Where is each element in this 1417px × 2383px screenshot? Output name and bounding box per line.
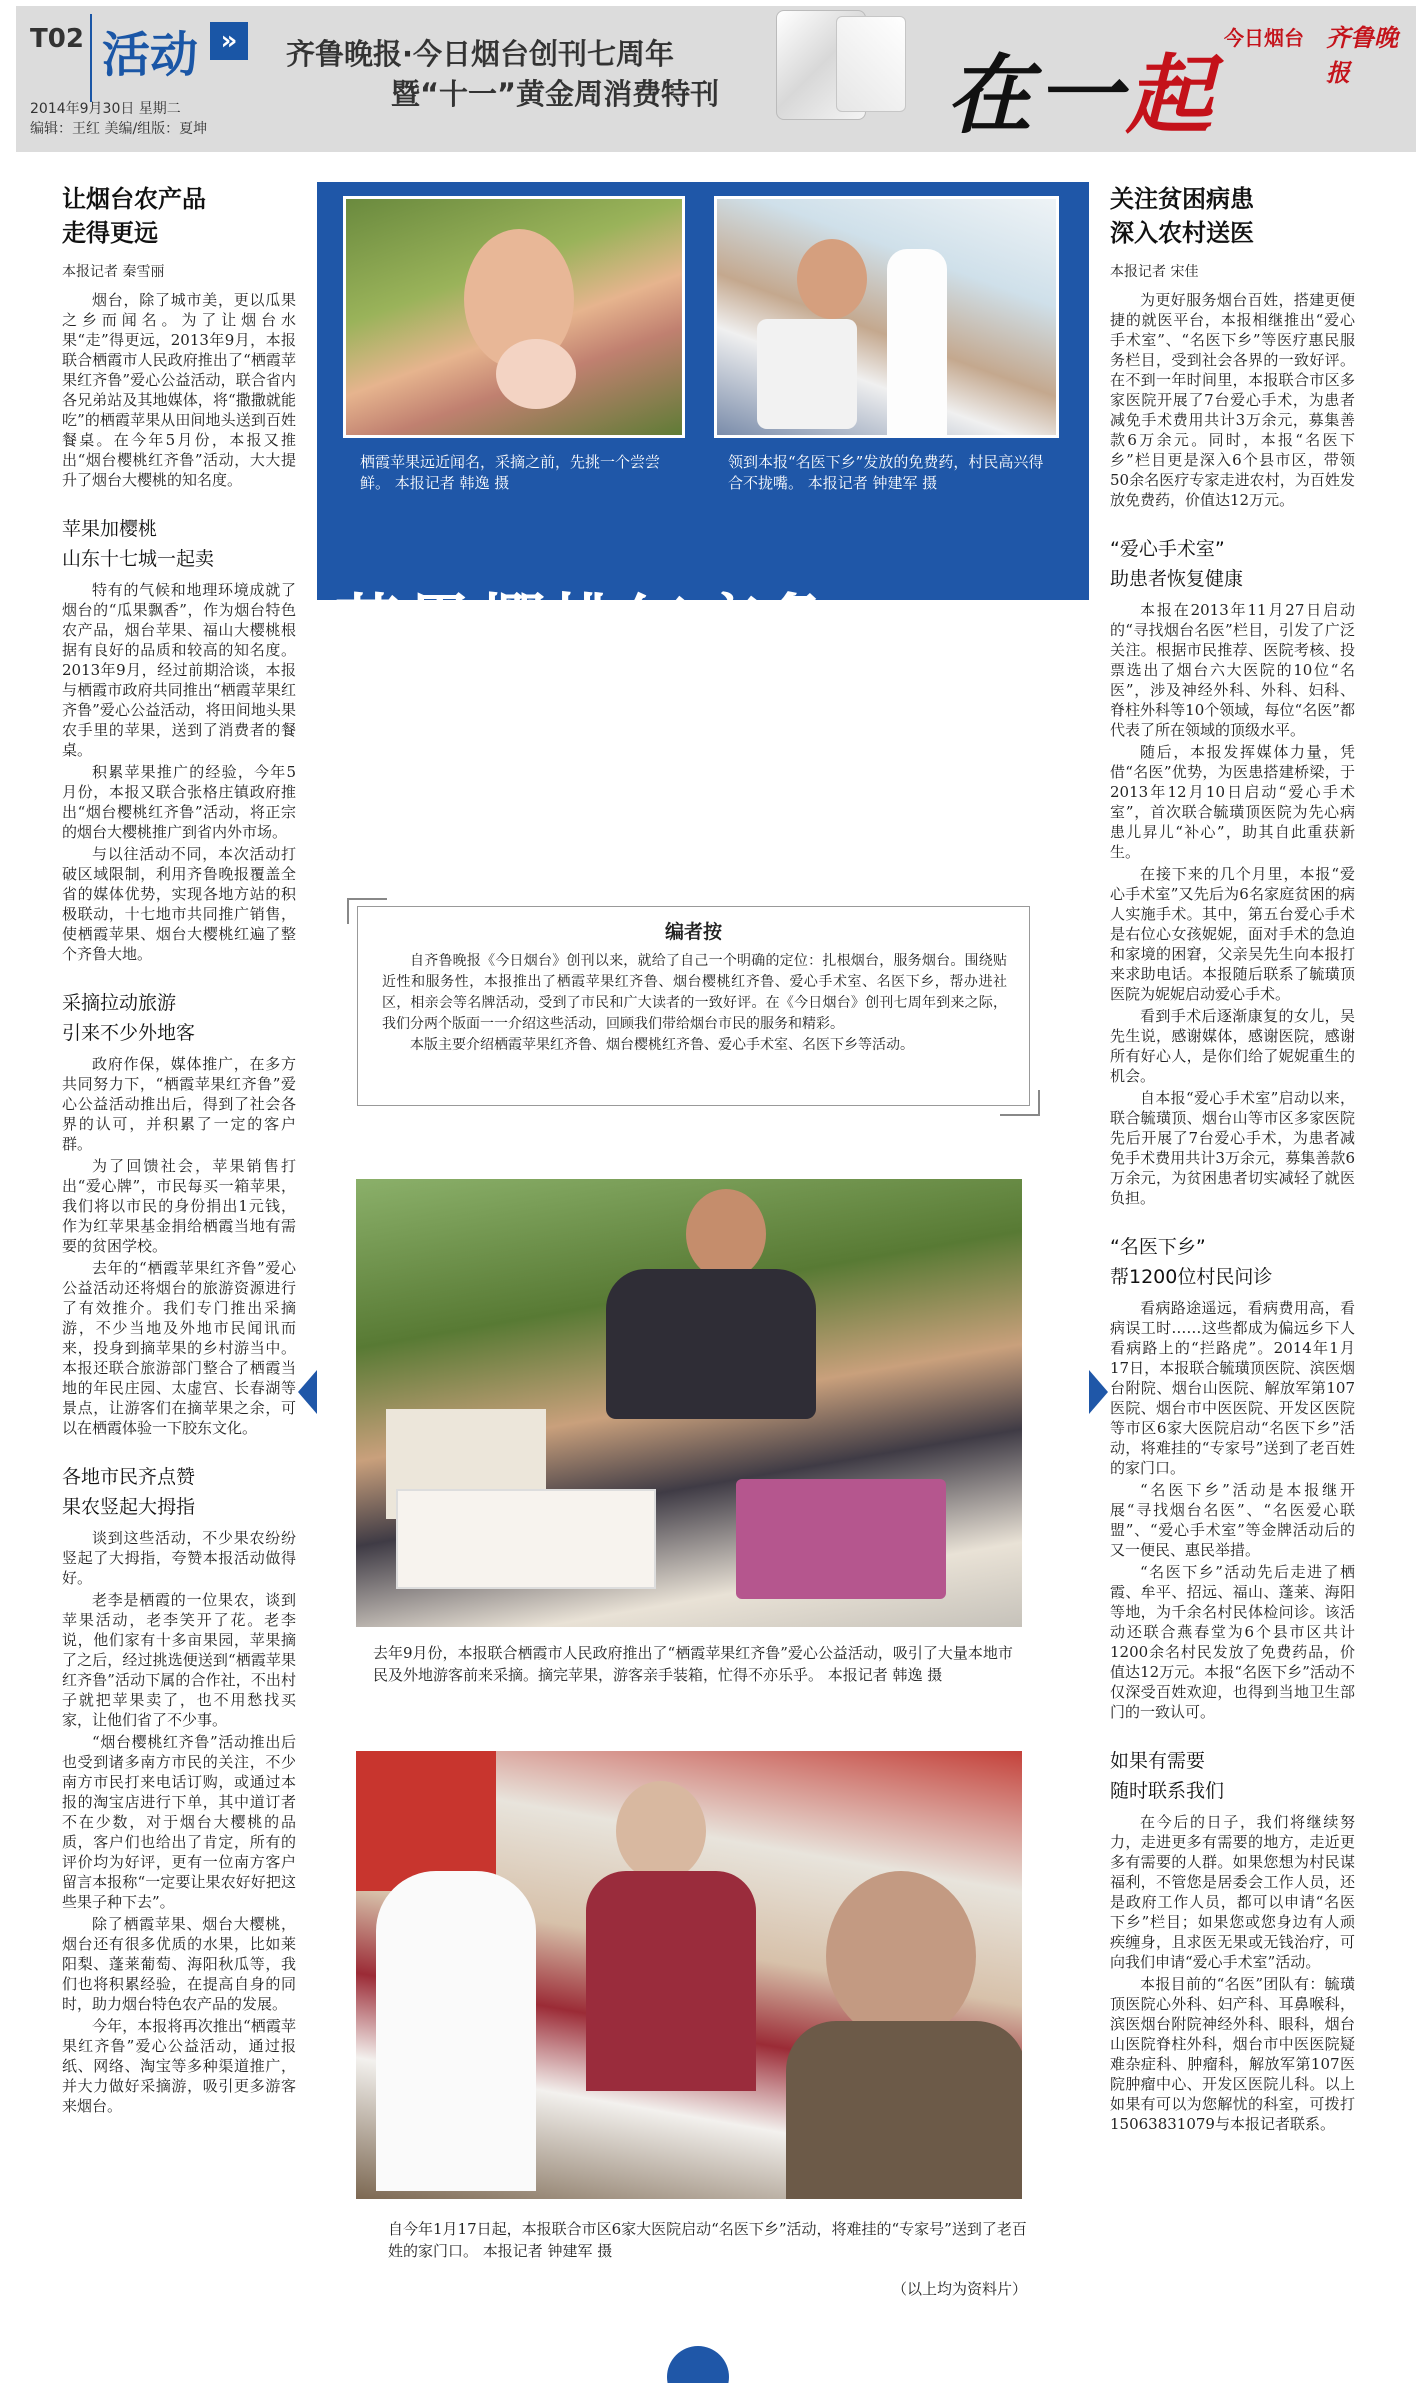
article-title: 走得更远 <box>62 219 158 247</box>
editors-note-body <box>382 951 1007 1056</box>
paragraph: 除了栖霞苹果、烟台大樱桃，烟台还有很多优质的水果，比如莱阳梨、蓬莱葡萄、海阳秋瓜等，我们也将积累经验，在提高自身的同时，助力烟台特色农产品的发展。 <box>62 1915 296 2013</box>
section-divider <box>90 14 92 102</box>
section-heading: 采摘拉动旅游 <box>62 992 177 1014</box>
paragraph: 随后，本报发挥媒体力量，凭借“名医”优势，为医患搭建桥梁，于2013年12月10日启动“爱心手术室”，首次联合毓璜顶医院为先心病患儿昇儿“补心”，助其自此重获新生。 <box>1110 743 1355 861</box>
editors-note-box <box>357 906 1030 1106</box>
header-headline-1: 齐鲁晚报·今日烟台创刊七周年 <box>286 37 675 71</box>
page-number: T02 <box>30 24 84 54</box>
paragraph: 自本报“爱心手术室”启动以来，联合毓璜顶、烟台山等市区多家医院先后开展了7台爱心手术，为患者减免手术费用共计3万余元，募集善款6万余元，为贫困患者切实减轻了就医负担。 <box>1110 1089 1355 1207</box>
paragraph: 与以往活动不同，本次活动打破区域限制，利用齐鲁晚报覆盖全省的媒体优势，实现各地方站的积极联动，十七地市共同推广销售，使栖霞苹果、烟台大樱桃红遍了整个齐鲁大地。 <box>62 845 296 963</box>
paragraph: 本报目前的“名医”团队有：毓璜顶医院心外科、妇产科、耳鼻喉科，滨医烟台附院神经外科、眼科，烟台山医院脊柱外科，烟台市中医医院疑难杂症科、肿瘤科，解放军第107医院肿瘤中心、开发区医院儿科。以上如果有可以为您解忧的科室，可拨打15063831079与本报记者联系。 <box>1110 1975 1355 2133</box>
section-subheading: 引来不少外地客 <box>62 1022 196 1044</box>
section-subheading: 帮1200位村民问诊 <box>1110 1266 1273 1288</box>
section-label: 活动 <box>102 27 199 83</box>
paragraph: 今年，本报将再次推出“栖霞苹果红齐鲁”爱心公益活动，通过报纸、网络、淘宝等多种渠道推广，并大力做好采摘游，吸引更多游客来烟台。 <box>62 2017 296 2115</box>
section-subheading: 助患者恢复健康 <box>1110 568 1244 590</box>
paragraph: “烟台樱桃红齐鲁”活动推出后也受到诸多南方市民的关注，不少南方市民打来电话订购，或通过本报的淘宝店进行下单，其中道订者不在少数，对于烟台大樱桃的品质，客户们也给出了肯定，所有的评价均为好评，更有一位南方客户留言本报称“一定要让果农好好把这些果子种下去”。 <box>62 1733 296 1911</box>
brand-qilu-logo: 齐鲁晚报 <box>1326 23 1398 87</box>
byline: 本报记者 秦雪丽 <box>62 264 165 280</box>
main-headline-line-1: 苹果樱桃红齐鲁 <box>335 587 839 664</box>
photo-source-note: （以上均为资料片） <box>892 2280 1028 2298</box>
paragraph: 去年的“栖霞苹果红齐鲁”爱心公益活动还将烟台的旅游资源进行了有效推介。我们专门推出采摘游，不少当地及外地市民闻讯而来，投身到摘苹果的乡村游当中。本报还联合旅游部门整合了栖霞当地的年民庄园、太虚宫、长春湖等景点，让游客们在摘苹果之余，可以在栖霞体验一下胶东文化。 <box>62 1259 296 1437</box>
article-title: 关注贫困病患 <box>1110 185 1254 213</box>
paragraph: 在接下来的几个月里，本报“爱心手术室”又先后为6名家庭贫困的病人实施手术。其中，第五台爱心手术是右位心女孩妮妮，面对手术的急迫和家境的困窘，父亲吴先生向本报打来求助电话。本报随后联系了毓璜顶医院为妮妮启动爱心手术。 <box>1110 865 1355 1003</box>
masthead-part-2: 起 <box>1126 45 1216 146</box>
paragraph: 自齐鲁晚报《今日烟台》创刊以来，就给了自己一个明确的定位：扎根烟台，服务烟台。围绕贴近性和服务性，本报推出了栖霞苹果红齐鲁、烟台樱桃红齐鲁、爱心手术室、名医下乡，帮办进社区，相亲会等名牌活动，受到了市民和广大读者的一致好评。在《今日烟台》创刊七周年到来之际，我们分两个版面一一介绍这些活动，回顾我们带给烟台市民的服务和精彩。 <box>382 953 1007 1032</box>
paragraph: 烟台，除了城市美，更以瓜果之乡而闻名。为了让烟台水果“走”得更远，2013年9月，本报联合栖霞市人民政府推出了“栖霞苹果红齐鲁”爱心公益活动，联合省内各兄弟站及其地媒体，将“撒撒就能吃”的栖霞苹果从田间地头送到百姓餐桌。在今年5月份，本报又推出“烟台樱桃红齐鲁”活动，大大提升了烟台大樱桃的知名度。 <box>62 291 296 489</box>
photo-doctors-in-village <box>353 1748 1025 2202</box>
paragraph: 老李是栖霞的一位果农，谈到苹果活动，老李笑开了花。老李说，他们家有十多亩果园，苹果摘了之后，经过挑选便送到“栖霞苹果红齐鲁”活动下属的合作社，不出村子就把苹果卖了，也不用愁找买家，让他们省了不少事。 <box>62 1591 296 1729</box>
photo-apple-picking <box>353 1176 1025 1630</box>
left-column <box>62 182 296 2118</box>
paragraph: 为了回馈社会，苹果销售打出“爱心牌”，市民每买一箱苹果，我们将以市民的身份捐出1元钱，作为红苹果基金捐给栖霞当地有需要的贫困学校。 <box>62 1157 296 1255</box>
paragraph: 为更好服务烟台百姓，搭建更便捷的就医平台，本报相继推出“爱心手术室”、“名医下乡”等医疗惠民服务栏目，受到社会各界的一致好评。在不到一年时间里，本报联合市区多家医院开展了7台爱心手术，为患者减免手术费用共计3万余元，募集善款6万余元。同时，本报“名医下乡”栏目更是深入6个县市区，带领50余名医疗专家走进农村，为百姓发放免费药，价值达12万元。 <box>1110 291 1355 509</box>
paragraph: 政府作保，媒体推广，在多方共同努力下，“栖霞苹果红齐鲁”爱心公益活动推出后，得到了社会各界的认可，并积累了一定的客户群。 <box>62 1055 296 1153</box>
paragraph: “名医下乡”活动是本报继开展“寻找烟台名医”、“名医爱心联盟”、“爱心手术室”等金牌活动后的又一便民、惠民举措。 <box>1110 1481 1355 1559</box>
brand-today-yantai: 今日烟台 <box>1224 26 1304 50</box>
byline: 本报记者 宋佳 <box>1110 264 1199 280</box>
section-arrow-icon: » <box>210 22 248 60</box>
article-title: 深入农村送医 <box>1110 219 1254 247</box>
issue-date: 2014年9月30日 星期二 <box>30 101 181 117</box>
right-column <box>1110 182 1355 2136</box>
section-subheading: 山东十七城一起卖 <box>62 548 215 570</box>
paragraph: 本版主要介绍栖霞苹果红齐鲁、烟台樱桃红齐鲁、爱心手术室、名医下乡等活动。 <box>410 1037 914 1053</box>
photo-apple-tasting <box>343 196 685 438</box>
photo-caption: 去年9月份，本报联合栖霞市人民政府推出了“栖霞苹果红齐鲁”爱心公益活动，吸引了大量本地市民及外地游客前来采摘。摘完苹果，游客亲手装箱，忙得不亦乐乎。 本报记者 韩逸 摄 <box>373 1644 1013 1684</box>
section-heading: 如果有需要 <box>1110 1750 1206 1772</box>
paragraph: “名医下乡”活动先后走进了栖霞、牟平、招远、福山、蓬莱、海阳等地，为千余名村民体检问诊。该活动还联合燕春堂为6个县市区共计1200余名村民发放了免费药品，价值达12万元。本报“名医下乡”活动不仅深受百姓欢迎，也得到当地卫生部门的一致认可。 <box>1110 1563 1355 1721</box>
paragraph: 谈到这些活动，不少果农纷纷竖起了大拇指，夸赞本报活动做得好。 <box>62 1529 296 1587</box>
section-subheading: 随时联系我们 <box>1110 1780 1225 1802</box>
newspaper-decoration-image-2 <box>836 16 906 112</box>
photo-caption: 领到本报“名医下乡”发放的免费药，村民高兴得合不拢嘴。 本报记者 钟建军 摄 <box>728 453 1044 492</box>
section-subheading: 果农竖起大拇指 <box>62 1496 196 1518</box>
paragraph: 本报在2013年11月27日启动的“寻找烟台名医”栏目，引发了广泛关注。根据市民推荐、医院考核、投票选出了烟台六大医院的10位“名医”，涉及神经外科、外科、妇科、脊柱外科等10个领域，每位“名医”都代表了所在领域的顶级水平。 <box>1110 601 1355 739</box>
section-heading: 各地市民齐点赞 <box>62 1466 196 1488</box>
section-heading: 苹果加樱桃 <box>62 518 158 540</box>
editors-note-title: 编者按 <box>664 921 722 943</box>
header-headline-2: 暨“十一”黄金周消费特刊 <box>391 77 720 111</box>
page-header <box>16 6 1416 152</box>
section-heading: “爱心手术室” <box>1110 538 1225 560</box>
paragraph: 看病路途遥远，看病费用高，看病误工时……这些都成为偏远乡下人看病路上的“拦路虎”。2014年1月17日，本报联合毓璜顶医院、滨医烟台附院、烟台山医院、解放军第107医院、烟台市中医医院、开发区医院等市区6家大医院启动“名医下乡”活动，将难挂的“专家号”送到了老百姓的家门口。 <box>1110 1299 1355 1477</box>
editor-credits: 编辑：王红 美编/组版：夏坤 <box>30 121 208 137</box>
paragraph: 积累苹果推广的经验，今年5月份，本报又联合张格庄镇政府推出“烟台樱桃红齐鲁”活动，将正宗的烟台大樱桃推广到省内外市场。 <box>62 763 296 841</box>
photo-caption: 自今年1月17日起，本报联合市区6家大医院启动“名医下乡”活动，将难挂的“专家号”送到了老百姓的家门口。 本报记者 钟建军 摄 <box>388 2220 1027 2260</box>
paragraph: 看到手术后逐渐康复的女儿，吴先生说，感谢媒体，感谢医院，感谢所有好心人，是你们给了妮妮重生的机会。 <box>1110 1007 1355 1085</box>
left-notch-decoration <box>298 1370 317 1414</box>
article-title: 让烟台农产品 <box>62 185 206 213</box>
masthead-part-1: 在一 <box>946 45 1126 146</box>
right-notch-decoration <box>1089 1370 1108 1414</box>
paragraph: 在今后的日子，我们将继续努力，走进更多有需要的地方，走近更多有需要的人群。如果您想为村民谋福利，不管您是居委会工作人员，还是政府工作人员，都可以申请“名医下乡”栏目；如果您或您身边有人顽疾缠身，且求医无果或无钱治疗，可向我们申请“爱心手术室”活动。 <box>1110 1813 1355 1971</box>
photo-caption: 栖霞苹果远近闻名，采摘之前，先挑一个尝尝鲜。 本报记者 韩逸 摄 <box>360 453 661 492</box>
section-heading: “名医下乡” <box>1110 1236 1206 1258</box>
photo-villager-free-medicine <box>714 196 1059 438</box>
masthead-slogan <box>946 26 1216 150</box>
main-headline-line-2: 烟台名医扎进村 <box>335 673 839 750</box>
paragraph: 特有的气候和地理环境成就了烟台的“瓜果飘香”，作为烟台特色农产品，烟台苹果、福山大樱桃根据有良好的品质和较高的知名度。2013年9月，经过前期洽谈，本报与栖霞市政府共同推出“栖霞苹果红齐鲁”爱心公益活动，将田间地头果农手里的苹果，送到了消费者的餐桌。 <box>62 581 296 759</box>
